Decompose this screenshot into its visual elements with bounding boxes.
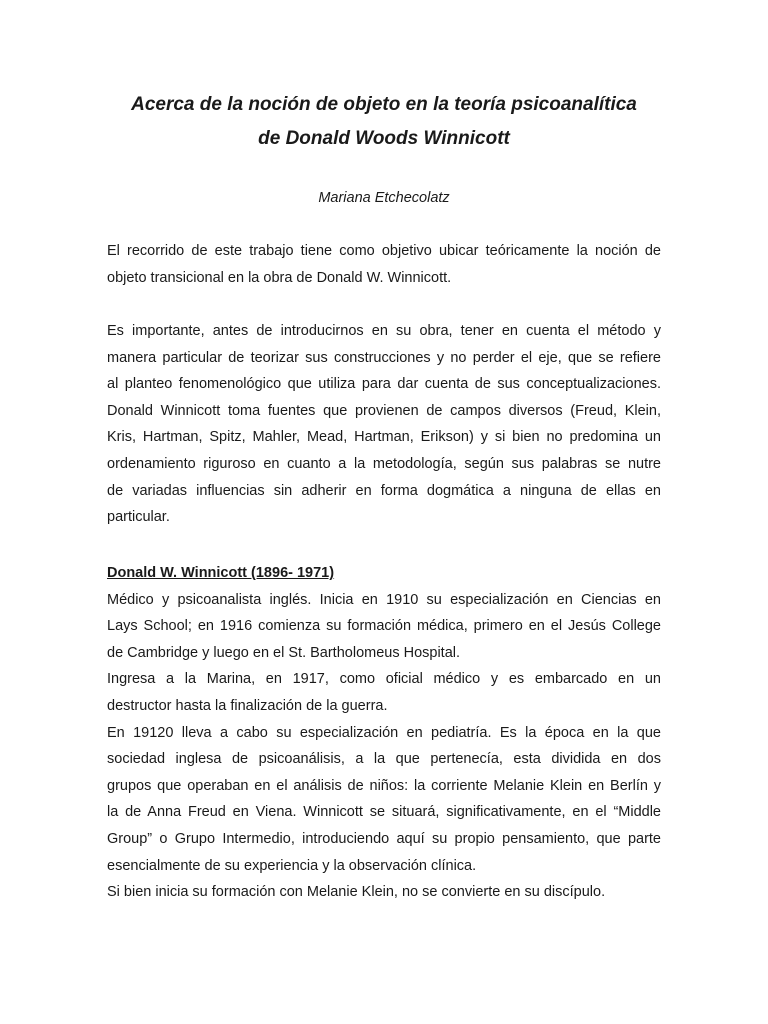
paragraph-intro: [107, 238, 661, 291]
paragraph-method: [107, 318, 661, 531]
text-line: ordenamiento riguroso en cuanto a la metodología, según sus palabras se nutre: [107, 455, 661, 472]
text-line: grupos que operaban en el análisis de niños: la corriente Melanie Klein en Berlín y: [107, 777, 661, 794]
text-line: Lays School; en 1916 comienza su formación médica, primero en el Jesús College: [107, 618, 661, 635]
text-line: Kris, Hartman, Spitz, Mahler, Mead, Hartman, Erikson) y si bien no predomina un: [107, 429, 661, 446]
text-line: objeto transicional en la obra de Donald W. Winnicott.: [107, 269, 452, 286]
text-line: de Cambridge y luego en el St. Bartholomeus Hospital.: [107, 644, 461, 661]
text-line: la de Anna Freud en Viena. Winnicott se situará, significativamente, en el “Middle: [107, 804, 661, 821]
text-line: esencialmente de su experiencia y la observación clínica.: [107, 857, 477, 874]
title-line: Acerca de la noción de objeto en la teoría psicoanalítica: [131, 94, 637, 115]
text-line: destructor hasta la finalización de la guerra.: [107, 697, 388, 714]
text-line: Ingresa a la Marina, en 1917, como oficial médico y es embarcado en un: [107, 671, 661, 688]
text-line: al planteo fenomenológico que utiliza para dar cuenta de sus conceptualizaciones.: [107, 376, 661, 393]
document-title: [60, 88, 708, 156]
text-line: de variadas influencias sin adherir en forma dogmática a ninguna de ellas en: [107, 482, 661, 499]
text-line: Si bien inicia su formación con Melanie Klein, no se convierte en su discípulo.: [107, 884, 606, 901]
text-line: particular.: [107, 509, 170, 526]
author-name: Mariana Etchecolatz: [318, 190, 450, 206]
text-line: En 19120 lleva a cabo su especialización en pediatría. Es la época en la que: [107, 724, 661, 741]
text-line: El recorrido de este trabajo tiene como objetivo ubicar teóricamente la noción de: [107, 243, 661, 259]
section-heading: Donald W. Winnicott (1896- 1971): [107, 565, 335, 581]
title-line: de Donald Woods Winnicott: [258, 128, 510, 149]
text-line: sociedad inglesa de psicoanálisis, a la que pertenecía, esta dividida en dos: [107, 751, 661, 768]
text-line: manera particular de teorizar sus construcciones y no perder el eje, que se refiere: [107, 349, 661, 366]
text-line: Médico y psicoanalista inglés. Inicia en 1910 su especialización en Ciencias en: [107, 591, 661, 608]
text-line: Donald Winnicott toma fuentes que provienen de campos diversos (Freud, Klein,: [107, 402, 661, 419]
text-line: Group” o Grupo Intermedio, introduciendo aquí su propio pensamiento, que parte: [107, 830, 661, 847]
text-line: Es importante, antes de introducirnos en su obra, tener en cuenta el método y: [107, 323, 661, 339]
section-biography: [107, 560, 661, 906]
